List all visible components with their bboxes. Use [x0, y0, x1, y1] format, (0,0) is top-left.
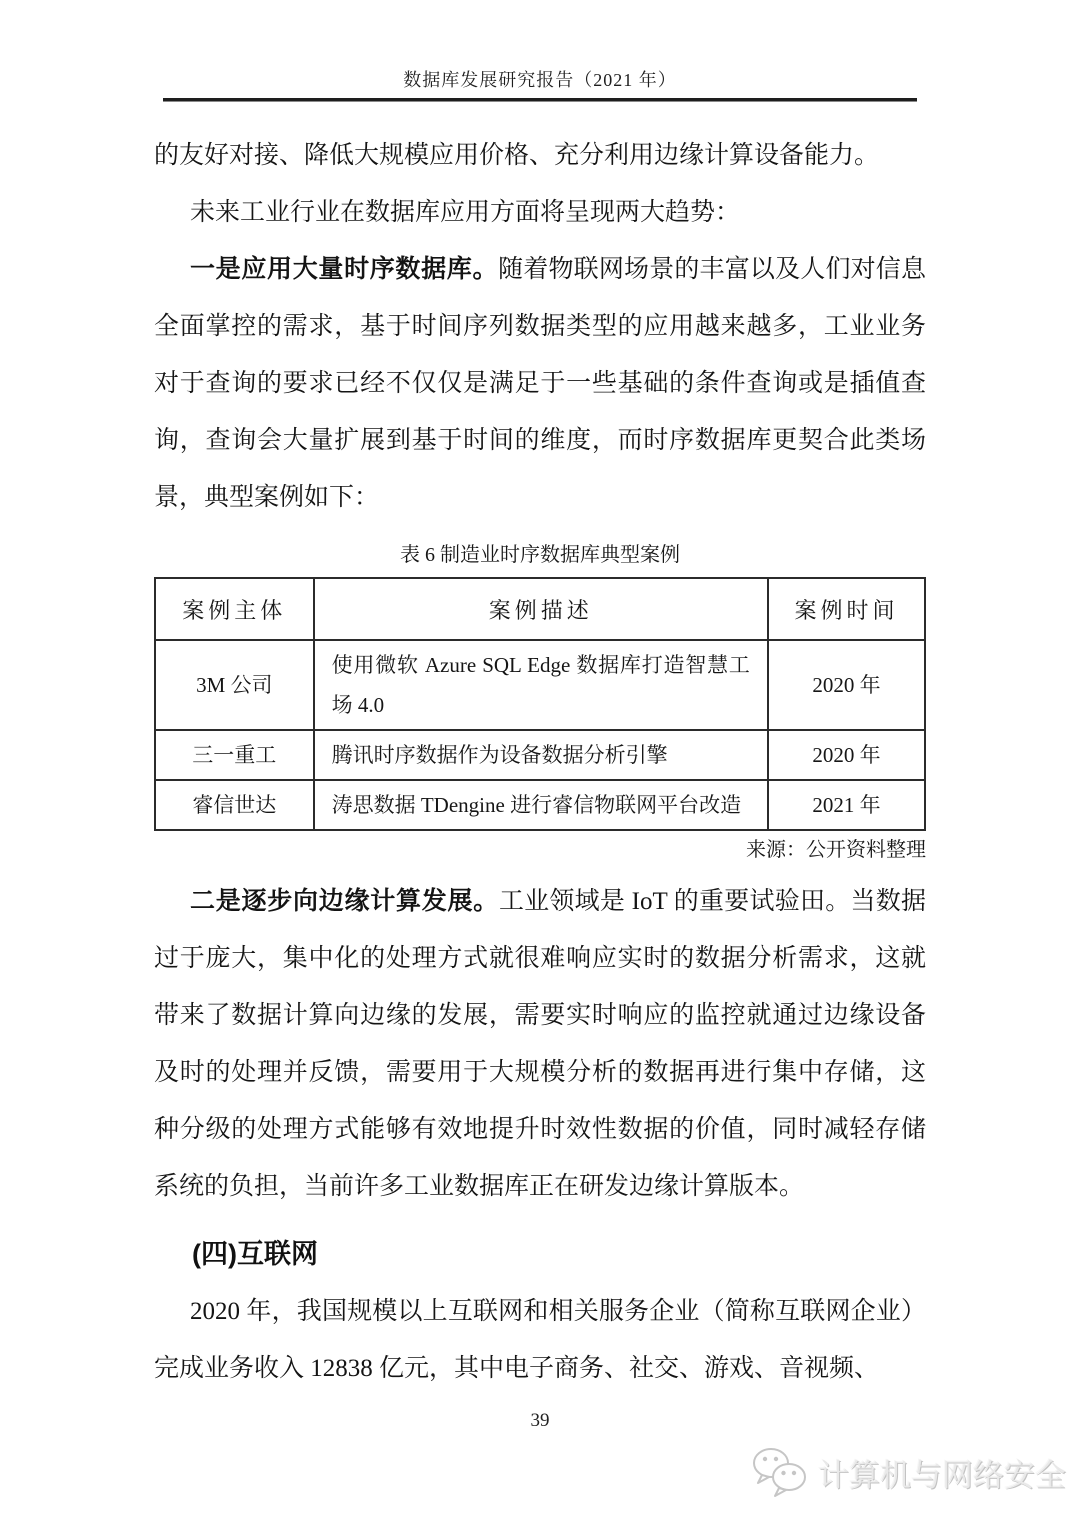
- section-heading: (四)互联网: [192, 1239, 318, 1269]
- body-section-top: [154, 127, 926, 526]
- cell-description: 使用微软 Azure SQL Edge 数据库打造智慧工场 4.0: [314, 640, 768, 730]
- paragraph-text: 随着物联网场景的丰富以及人们对信息全面掌控的需求，基于时间序列数据类型的应用越来越多，工业业务对于查询的要求已经不仅仅是满足于一些基础的条件查询或是插值查询，查询会大量扩展到基于时间的维度，而时序数据库更契合此类场景，典型案例如下：: [154, 256, 926, 511]
- watermark: [751, 1446, 1066, 1498]
- paragraph-text: 未来工业行业在数据库应用方面将呈现两大趋势：: [190, 199, 741, 226]
- col-header-subject: 案例主体: [155, 578, 314, 640]
- page-content: [0, 127, 1080, 1397]
- paragraph: [154, 127, 926, 184]
- paragraph: [154, 241, 926, 526]
- paragraph-text: 2020 年，我国规模以上互联网和相关服务企业（简称互联网企业）完成业务收入 12838 亿元，其中电子商务、社交、游戏、音视频、: [154, 1298, 926, 1382]
- paragraph-text: 的友好对接、降低大规模应用价格、充分利用边缘计算设备能力。: [154, 142, 880, 169]
- paragraph-lead-bold: 二是逐步向边缘计算发展。: [190, 887, 499, 915]
- paragraph: [154, 873, 926, 1215]
- col-header-time: 案例时间: [768, 578, 925, 640]
- paragraph: [154, 1283, 926, 1397]
- running-head-title: 数据库发展研究报告（2021 年）: [403, 70, 677, 90]
- cell-subject: 3M 公司: [155, 640, 314, 730]
- cell-time: 2020 年: [768, 730, 925, 780]
- page-header: [0, 0, 1080, 102]
- page-number: 39: [530, 1410, 550, 1431]
- table-caption: 表 6 制造业时序数据库典型案例: [400, 544, 680, 566]
- cell-description: 腾讯时序数据作为设备数据分析引擎: [314, 730, 768, 780]
- cell-subject: 睿信世达: [155, 780, 314, 830]
- col-header-description: 案例描述: [314, 578, 768, 640]
- header-rule: [163, 98, 917, 102]
- table-row: [155, 730, 925, 780]
- paragraph: [154, 184, 926, 241]
- cell-subject: 三一重工: [155, 730, 314, 780]
- cell-time: 2021 年: [768, 780, 925, 830]
- wechat-logo-icon: [751, 1446, 809, 1498]
- paragraph-lead-bold: 一是应用大量时序数据库。: [190, 255, 499, 283]
- body-section-mid: [154, 873, 926, 1215]
- table-row: [155, 780, 925, 830]
- cases-table: [154, 577, 926, 831]
- table-body: [155, 640, 925, 830]
- cell-description: 涛思数据 TDengine 进行睿信物联网平台改造: [314, 780, 768, 830]
- table-row: [155, 640, 925, 730]
- body-section-bottom: [154, 1283, 926, 1397]
- paragraph-text: 工业领域是 IoT 的重要试验田。当数据过于庞大，集中化的处理方式就很难响应实时的数据分析需求，这就带来了数据计算向边缘的发展，需要实时响应的监控就通过边缘设备及时的处理并反馈，需要用于大规模分析的数据再进行集中存储，这种分级的处理方式能够有效地提升时效性数据的价值，同时减轻存储系统的负担，当前许多工业数据库正在研发边缘计算版本。: [154, 888, 926, 1200]
- cell-time: 2020 年: [768, 640, 925, 730]
- table-header-row: [155, 578, 925, 640]
- watermark-text: 计算机与网络安全: [818, 1457, 1066, 1493]
- source-note: 来源：公开资料整理: [746, 839, 926, 861]
